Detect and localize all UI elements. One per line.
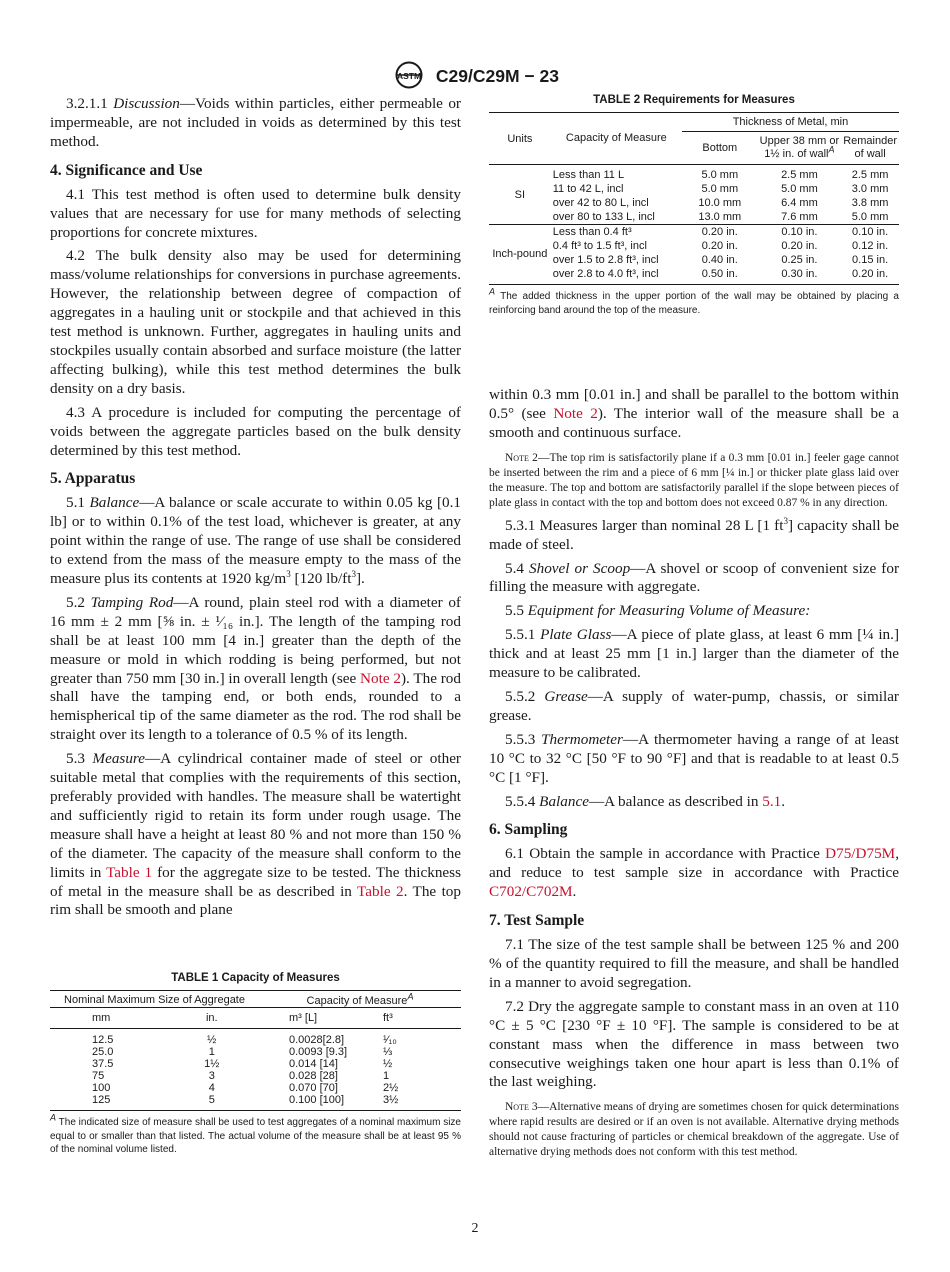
page-number: 2 [471, 1221, 479, 1236]
section-7-heading: 7. Test Sample [489, 912, 585, 930]
paragraph-5-5-3: 5.5.3 Thermometer—A thermometer having a range of at least 10 °C to 32 °C [50 °F to 90 °F] and that is readable to at least 0.5 °C [1 °F]. [489, 730, 899, 786]
page-header [0, 60, 950, 95]
table-2-si-label: SI [514, 188, 526, 201]
table-row: 25.0 1 0.0093 [9.3] ⅓ [92, 1046, 393, 1058]
table-row: 12.5 ½ 0.0028[2.8] ¹⁄₁₀ [92, 1034, 397, 1046]
paragraph-4-2: 4.2 The bulk density also may be used for determining mass/volume relationships for conversions in purchase agreements. However, the relationship between degree of compaction of aggregates in a hauling unit or stockpile and that achieved in this test method is unknown. Further, aggregates in hauling units and stockpiles usually contain absorbed and surface moisture (the latter affecting bulking), while this test method determines the bulk density on a dry basis. [50, 247, 461, 397]
note-2: Note 2—The top rim is satisfactorily plane if a 0.3 mm [0.01 in.] feeler gage cannot be inserted between the rim and a piece of 6 mm [¼ in.] or thicker plate glass laid over the measure. The top and bottom are satisfactorily parallel if the slope between pieces of plate glass in contact with the top and bottom does not exceed 0.87 % in any direction. [489, 451, 900, 509]
table-1 [50, 990, 461, 1111]
document-designation: C29/C29M − 23 [435, 66, 559, 87]
paragraph-5-3-1: 5.3.1 Measures larger than nominal 28 L [1 $ft^3$] capacity shall be made of steel. [489, 515, 899, 553]
table-2-head-thickness: Thickness of Metal, min [682, 113, 899, 132]
note-2-link[interactable]: Note 2 [360, 669, 401, 687]
paragraph-6-1: 6.1 Obtain the sample in accordance with Practice D75/D75M, and reduce to test sample size in accordance with Practice C702/C702M. [489, 845, 899, 901]
table-1-block [50, 972, 461, 1157]
svg-text:ASTM: ASTM [396, 71, 422, 81]
table-2-head-bottom: Bottom [702, 142, 738, 154]
section-5-1-link[interactable]: 5.1 [762, 792, 782, 810]
section-6-heading: 6. Sampling [489, 821, 568, 839]
table-1-link[interactable]: Table 1 [106, 863, 153, 881]
table-2-caption: TABLE 2 Requirements for Measures [593, 94, 795, 106]
section-5-heading: 5. Apparatus [50, 470, 136, 488]
table-1-head-capacity: Capacity of Measure$^A$ [306, 990, 414, 1007]
table-2-head-remainder: Remainder of wall [843, 135, 897, 160]
table-1-sub-in: in. [205, 1012, 218, 1024]
paragraph-4-1: 4.1 This test method is often used to determine bulk density values that are necessary for use for many methods of selecting proportions for concrete mixtures. [50, 185, 461, 241]
table-row: 37.5 1½ 0.014 [14] ½ [92, 1058, 393, 1070]
table-2-link[interactable]: Table 2 [357, 882, 404, 900]
paragraph-5-5: 5.5 Equipment for Measuring Volume of Measure: [505, 602, 811, 620]
table-row: 0.4 ft³ to 1.5 ft³, incl 0.20 in. 0.20 in. 0.12 in. [552, 240, 889, 252]
table-1-sub-ft3: ft³ [383, 1012, 393, 1024]
paragraph-5-4: 5.4 Shovel or Scoop—A shovel or scoop of convenient size for filling the measure with aggregate. [489, 559, 900, 596]
table-row: over 2.8 to 4.0 ft³, incl 0.50 in. 0.30 in. 0.20 in. [489, 267, 899, 285]
d75-link[interactable]: D75/D75M [825, 845, 896, 863]
left-column [50, 95, 461, 925]
table-row: SI Less than 11 L 5.0 mm 2.5 mm 2.5 mm [489, 165, 899, 183]
paragraph-5-3: 5.3 Measure—A cylindrical container made of steel or other suitable metal that complies with the requirements of this section, preferably provided with handles. The measure shall be watertight and sufficiently rigid to retain its form under rough usage. The measure shall have a height at least 80 % and not more than 150 % of the diameter. The capacity of the measure shall conform to the limits in Table 1 for the aggregate size to be tested. The thickness of metal in the measure shall be as described in Table 2. The top rim shall be smooth and plane [50, 750, 461, 919]
table-2-head-capacity: Capacity of Measure [565, 132, 667, 144]
c702-link[interactable]: C702/C702M [489, 883, 573, 901]
table-row: 125 5 0.100 [100] 3½ [50, 1094, 461, 1111]
table-2-block [489, 94, 899, 317]
table-1-sub-mm: mm [92, 1012, 111, 1024]
section-4-heading: 4. Significance and Use [50, 161, 203, 179]
paragraph-5-2: 5.2 Tamping Rod—A round, plain steel rod with a diameter of 16 mm ± 2 mm [⅝ in. ± ¹⁄₁₆ in.]. The length of the tamping rod shall be at least 100 mm [4 in.] greater than the depth of the measure or mold in which rodding is being performed, but not greater than 750 mm [30 in.] in overall length (see Note 2). The rod shall have the tamping end, or both ends, rounded to a hemispherical tip of the same diameter as the rod. The rod shall be straight over its length to a tolerance of 0.5 % of its length. [50, 593, 461, 744]
astm-logo [391, 60, 427, 95]
table-row: over 42 to 80 L, incl 10.0 mm 6.4 mm 3.8 mm [552, 197, 889, 209]
paragraph-3-2-1-1: 3.2.1.1 Discussion—Voids within particles, either permeable or impermeable, are not included in voids as determined by this test method. [50, 95, 461, 150]
table-row: 100 4 0.070 [70] 2½ [92, 1082, 399, 1094]
table-row: 11 to 42 L, incl 5.0 mm 5.0 mm 3.0 mm [552, 183, 889, 195]
table-2-footnote: $^A$ The added thickness in the upper portion of the wall may be obtained by placing a reinforcing band around the top of the measure. [489, 286, 899, 316]
paragraph-5-1: 5.1 Balance—A balance or scale accurate to within 0.05 kg [0.1 lb] or to within 0.1% of the test load, whichever is greater, at any point within the range of use. The range of use shall be considered to extend from the mass of the measure empty to the mass of the measure plus its contents at 1920 $kg/m^3$ [120 $lb/ft^3$]. [50, 494, 462, 588]
paragraph-7-2: 7.2 Dry the aggregate sample to constant mass in an oven at 110 °C ± 5 °C [230 °F ± 10 °F]. The sample is considered to be at constant mass when the difference in mass between two consecutive weighings taken one hour apart is less than 0.1% of the last weighing. [489, 997, 899, 1091]
table-1-head-size: Nominal Maximum Size of Aggregate [64, 994, 245, 1006]
paragraph-4-3: 4.3 A procedure is included for computing the percentage of voids between the aggregate particles based on the bulk density determined by this test method. [50, 403, 461, 459]
paragraph-5-3-continued: within 0.3 mm [0.01 in.] and shall be parallel to the bottom within 0.5° (see Note 2). The interior wall of the measure shall be a smooth and continuous surface. [489, 386, 899, 441]
table-1-sub-m3: m³ [L] [289, 1012, 318, 1024]
table-1-caption: TABLE 1 Capacity of Measures [171, 972, 340, 984]
table-2-head-units: Units [507, 132, 533, 145]
table-row: over 1.5 to 2.8 ft³, incl 0.40 in. 0.25 in. 0.15 in. [552, 254, 889, 266]
table-2 [489, 112, 899, 285]
paragraph-5-5-4: 5.5.4 Balance—A balance as described in 5.1. [505, 792, 786, 810]
table-row: Inch-pound Less than 0.4 ft³ 0.20 in. 0.10 in. 0.10 in. [489, 225, 899, 240]
paragraph-7-1: 7.1 The size of the test sample shall be between 125 % and 200 % of the quantity required to fill the measure, and shall be handled in a manner to avoid segregation. [489, 936, 899, 991]
table-row: 75 3 0.028 [28] 1 [92, 1070, 390, 1082]
paragraph-5-5-1: 5.5.1 Plate Glass—A piece of plate glass, at least 6 mm [¼ in.] thick and at least 25 mm [1 in.] larger than the diameter of the measure to be calibrated. [489, 626, 900, 682]
note-3: Note 3—Alternative means of drying are sometimes chosen for quick determinations where rapid results are desired or if an oven is not available. Alternative drying methods should not cause fracturing of particles or chemical breakdown of the aggregate. Use of alternative drying methods does not conform with this test method. [489, 1101, 899, 1159]
table-row: over 80 to 133 L, incl 13.0 mm 7.6 mm 5.0 mm [489, 210, 899, 225]
note-2-link[interactable]: Note 2 [553, 404, 598, 422]
paragraph-5-5-2: 5.5.2 Grease—A supply of water-pump, chassis, or similar grease. [489, 687, 899, 724]
right-column [489, 386, 899, 1166]
table-2-ip-label: Inch-pound [492, 248, 548, 260]
table-1-footnote: $^A$ The indicated size of measure shall be used to test aggregates of a nominal maximum size equal to or smaller than that listed. The actual volume of the measure shall be at least 95 % of the nominal volume listed. [50, 1112, 461, 1155]
table-2-head-upper: Upper 38 mm or 1½ in. of wall$^A$ [759, 135, 840, 160]
